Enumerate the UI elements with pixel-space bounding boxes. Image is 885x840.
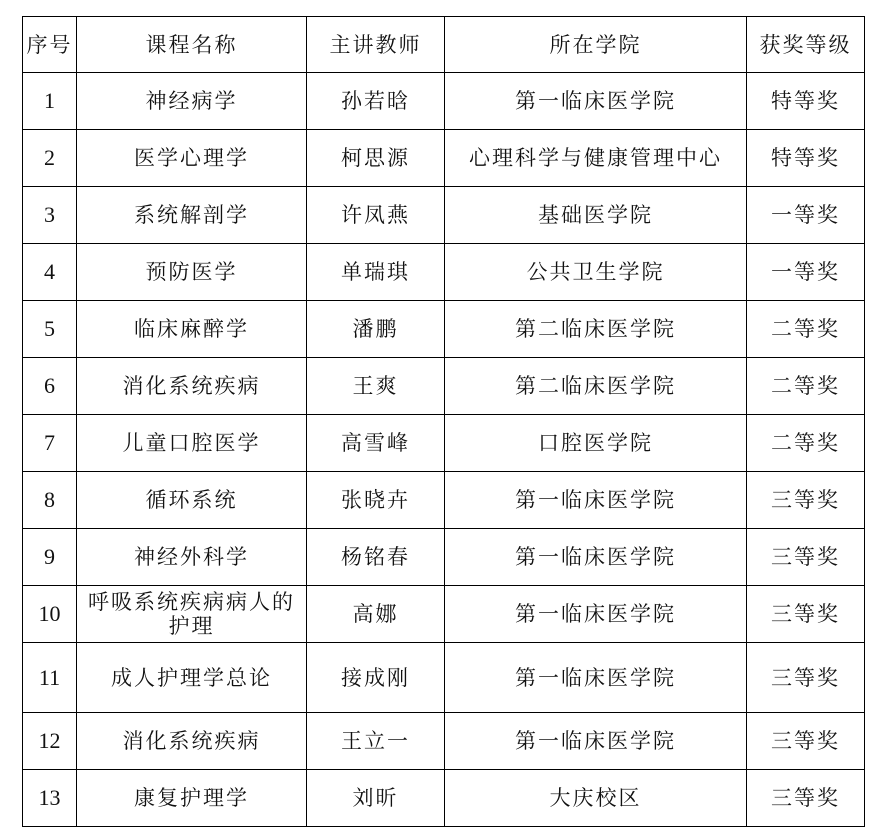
college: 公共卫生学院 [445, 244, 747, 301]
row-index: 6 [23, 358, 77, 415]
table-row [23, 472, 865, 529]
award-level: 二等奖 [747, 358, 865, 415]
college: 基础医学院 [445, 187, 747, 244]
table-row [23, 358, 865, 415]
award-level: 三等奖 [747, 643, 865, 713]
lecturer: 单瑞琪 [307, 244, 445, 301]
course-name: 儿童口腔医学 [77, 415, 307, 472]
award-level: 三等奖 [747, 713, 865, 770]
header-lecturer: 主讲教师 [307, 17, 445, 73]
college: 第一临床医学院 [445, 472, 747, 529]
lecturer: 高娜 [307, 586, 445, 643]
award-level: 二等奖 [747, 301, 865, 358]
course-name: 消化系统疾病 [77, 713, 307, 770]
row-index: 10 [23, 586, 77, 643]
award-level: 一等奖 [747, 187, 865, 244]
award-level: 三等奖 [747, 472, 865, 529]
table-row [23, 301, 865, 358]
row-index: 1 [23, 73, 77, 130]
award-level: 特等奖 [747, 130, 865, 187]
college: 第一临床医学院 [445, 713, 747, 770]
table-row [23, 770, 865, 827]
header-index: 序号 [23, 17, 77, 73]
college: 第一临床医学院 [445, 73, 747, 130]
course-name: 医学心理学 [77, 130, 307, 187]
lecturer: 潘鹏 [307, 301, 445, 358]
award-level: 特等奖 [747, 73, 865, 130]
course-name: 神经病学 [77, 73, 307, 130]
table-row [23, 713, 865, 770]
row-index: 8 [23, 472, 77, 529]
table-row [23, 244, 865, 301]
course-name: 神经外科学 [77, 529, 307, 586]
course-name: 临床麻醉学 [77, 301, 307, 358]
course-name: 成人护理学总论 [77, 643, 307, 713]
course-name: 呼吸系统疾病病人的护理 [77, 586, 307, 643]
table-row [23, 415, 865, 472]
row-index: 12 [23, 713, 77, 770]
lecturer: 王爽 [307, 358, 445, 415]
lecturer: 接成刚 [307, 643, 445, 713]
table-row [23, 643, 865, 713]
college: 大庆校区 [445, 770, 747, 827]
table-row [23, 130, 865, 187]
lecturer: 许凤燕 [307, 187, 445, 244]
row-index: 5 [23, 301, 77, 358]
header-course-name: 课程名称 [77, 17, 307, 73]
award-level: 三等奖 [747, 586, 865, 643]
row-index: 4 [23, 244, 77, 301]
course-name: 康复护理学 [77, 770, 307, 827]
lecturer: 高雪峰 [307, 415, 445, 472]
table-header-row [23, 17, 865, 73]
college: 第一临床医学院 [445, 529, 747, 586]
college: 第二临床医学院 [445, 301, 747, 358]
row-index: 11 [23, 643, 77, 713]
award-table [22, 16, 865, 827]
college: 心理科学与健康管理中心 [445, 130, 747, 187]
row-index: 7 [23, 415, 77, 472]
lecturer: 杨铭春 [307, 529, 445, 586]
college: 口腔医学院 [445, 415, 747, 472]
award-level: 二等奖 [747, 415, 865, 472]
table-row [23, 586, 865, 643]
row-index: 2 [23, 130, 77, 187]
course-name: 消化系统疾病 [77, 358, 307, 415]
college: 第二临床医学院 [445, 358, 747, 415]
table-row [23, 187, 865, 244]
header-college: 所在学院 [445, 17, 747, 73]
lecturer: 孙若晗 [307, 73, 445, 130]
award-level: 三等奖 [747, 529, 865, 586]
lecturer: 王立一 [307, 713, 445, 770]
college: 第一临床医学院 [445, 586, 747, 643]
course-name: 循环系统 [77, 472, 307, 529]
award-level: 一等奖 [747, 244, 865, 301]
header-award-level: 获奖等级 [747, 17, 865, 73]
table-row [23, 529, 865, 586]
award-level: 三等奖 [747, 770, 865, 827]
lecturer: 刘昕 [307, 770, 445, 827]
table-row [23, 73, 865, 130]
college: 第一临床医学院 [445, 643, 747, 713]
course-name: 系统解剖学 [77, 187, 307, 244]
row-index: 3 [23, 187, 77, 244]
lecturer: 张晓卉 [307, 472, 445, 529]
lecturer: 柯思源 [307, 130, 445, 187]
row-index: 9 [23, 529, 77, 586]
course-name: 预防医学 [77, 244, 307, 301]
row-index: 13 [23, 770, 77, 827]
